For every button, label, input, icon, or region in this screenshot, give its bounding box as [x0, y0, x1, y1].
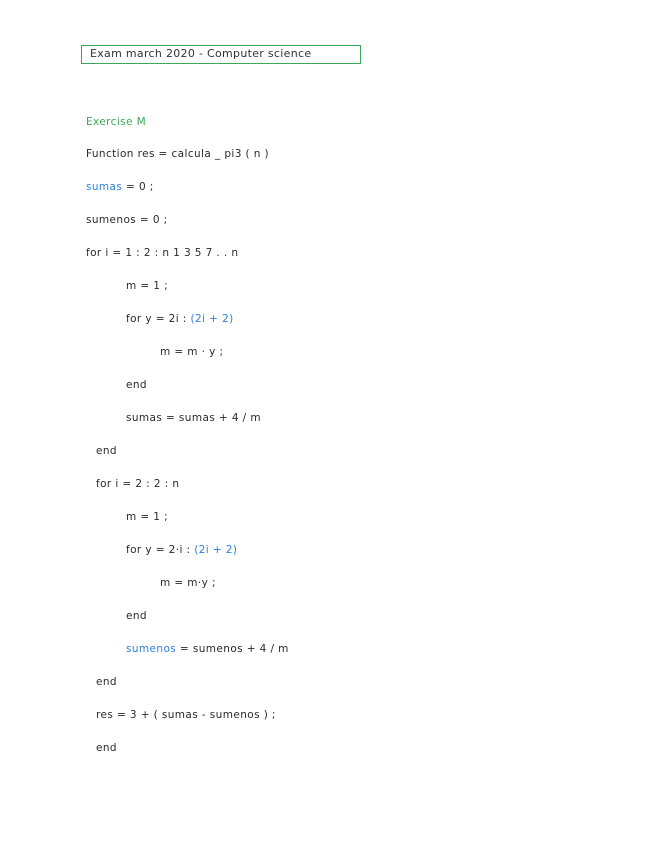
code-line-result: res = 3 + ( sumas - sumenos ) ;	[96, 709, 276, 721]
code-line-inner-for	[126, 313, 234, 325]
code-line-sumas-init	[86, 181, 154, 193]
code-upper-bound: (2i + 2)	[190, 313, 234, 325]
code-text: = sumenos + 4 / m	[176, 643, 289, 655]
code-line-sumenos-update	[126, 643, 289, 655]
code-line-end: end	[96, 676, 117, 688]
variable-sumenos: sumenos	[126, 643, 177, 655]
code-line-end: end	[126, 379, 147, 391]
code-text: for y = 2·i :	[126, 544, 191, 556]
code-line-function: Function res = calcula _ pi3 ( n )	[86, 148, 270, 160]
code-line-sumas-update: sumas = sumas + 4 / m	[126, 412, 261, 424]
code-line-end: end	[96, 445, 117, 457]
code-line-end-function: end	[96, 742, 117, 754]
code-line-for-even: for i = 2 : 2 : n	[96, 478, 180, 490]
code-upper-bound: (2i + 2)	[194, 544, 238, 556]
code-line-for-odd: for i = 1 : 2 : n 1 3 5 7 . . n	[86, 247, 239, 259]
code-line-m-init: m = 1 ;	[126, 511, 169, 523]
page-title: Exam march 2020 - Computer science	[90, 47, 312, 60]
code-line-sumenos-init: sumenos = 0 ;	[86, 214, 168, 226]
code-line-m-init: m = 1 ;	[126, 280, 169, 292]
code-line-m-product: m = m·y ;	[160, 577, 216, 589]
code-line-inner-for	[126, 544, 237, 556]
variable-sumas: sumas	[86, 181, 123, 193]
exercise-heading: Exercise M	[86, 116, 147, 128]
code-line-m-product: m = m · y ;	[160, 346, 224, 358]
code-line-end: end	[126, 610, 147, 622]
code-text: = 0 ;	[122, 181, 154, 193]
code-text: for y = 2i :	[126, 313, 187, 325]
title-box	[81, 45, 361, 64]
